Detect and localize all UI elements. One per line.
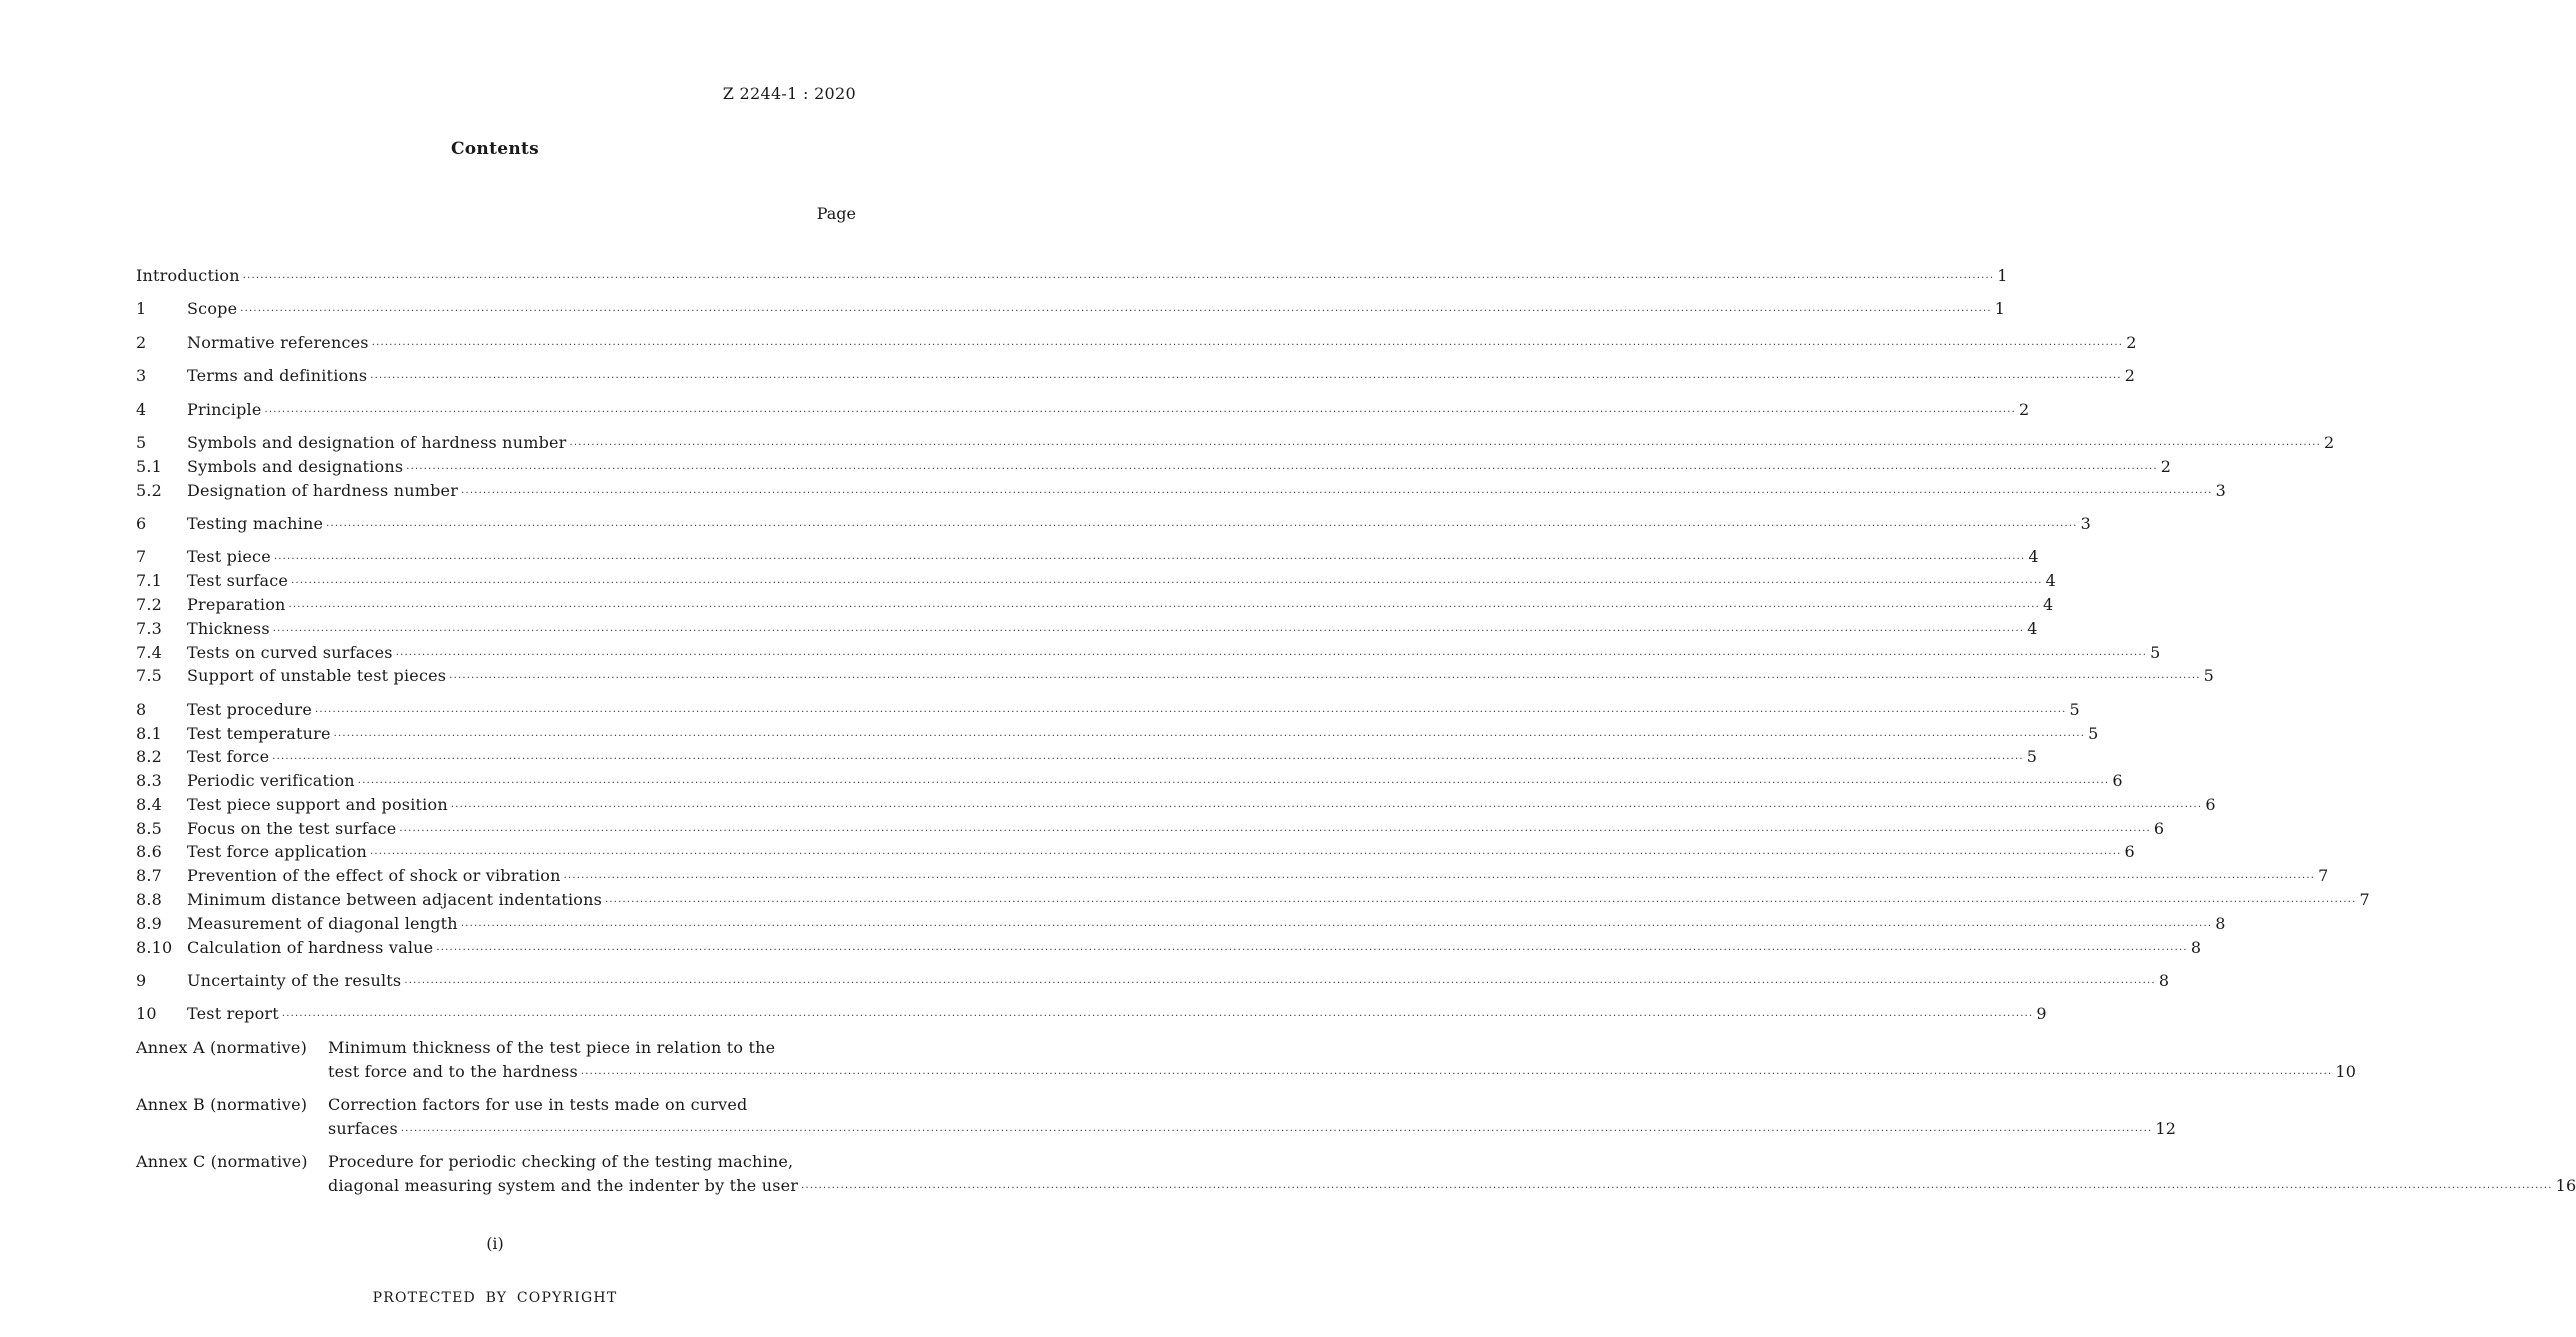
toc-entry-page: 8 xyxy=(2190,937,2202,957)
toc-entry-title: Test report xyxy=(187,1004,279,1024)
toc-entry-page: 1 xyxy=(1997,266,2008,285)
toc-entry-page: 6 xyxy=(2153,818,2165,838)
toc-entry-title: Prevention of the effect of shock or vibration xyxy=(187,866,561,886)
toc-entry xyxy=(136,569,2056,593)
annex-title-line: surfaces xyxy=(328,1118,398,1138)
annex-page: 12 xyxy=(2155,1118,2177,1138)
toc-entry-page: 6 xyxy=(2124,842,2135,862)
dot-leader: ················································································································································································································································································································································································································ xyxy=(326,520,2078,532)
toc-entry-number: 8.3 xyxy=(136,771,163,791)
toc-entry-page: 8 xyxy=(2215,913,2226,933)
toc-entry-page: 5 xyxy=(2088,723,2099,743)
toc-entry xyxy=(136,297,2006,321)
toc-entry-title: Focus on the test surface xyxy=(187,818,397,838)
toc-entry-title: Designation of hardness number xyxy=(187,480,459,500)
annex-title-line: diagonal measuring system and the indenter by the user xyxy=(328,1176,799,1196)
dot-leader: ················································································································································································································································································································································································································ xyxy=(580,1068,2333,1080)
dot-leader: ················································································································································································································································································································································································································ xyxy=(273,554,2026,566)
dot-leader: ················································································································································································································································································································································································································ xyxy=(460,920,2213,932)
toc-annex-entry xyxy=(136,1093,2177,1141)
toc-entry-title: Test temperature xyxy=(187,723,331,743)
toc-entry-page: 5 xyxy=(2026,747,2038,767)
toc-entry-title: Test surface xyxy=(187,571,289,591)
dot-leader: ················································································································································································································································································································································································································ xyxy=(370,849,2122,861)
toc-entry-number: 8.1 xyxy=(136,723,163,743)
dot-leader: ················································································································································································································································································································································································································ xyxy=(281,1011,2034,1023)
toc-entry-number: 8.10 xyxy=(136,937,173,957)
dot-leader: ················································································································································································································································································································································································································ xyxy=(264,406,2017,418)
toc-entry xyxy=(136,793,2216,817)
dot-leader: ················································································································································································································································································································································································································ xyxy=(404,978,2156,990)
dot-leader: ················································································································································································································································································································································································································ xyxy=(406,463,2158,475)
toc-entry xyxy=(136,331,2137,355)
dot-leader: ················································································································································································································································································································································································································ xyxy=(370,373,2122,385)
dot-leader: ················································································································································································································································································································································································································ xyxy=(399,825,2151,837)
dot-leader: ················································································································································································································································································································································································································ xyxy=(450,801,2203,813)
toc-entry xyxy=(136,888,2370,912)
dot-leader: ················································································································································································································································································································································································································ xyxy=(801,1183,2553,1195)
toc-entry-number: 8.9 xyxy=(136,913,163,933)
toc-entry xyxy=(136,264,2008,288)
toc-entry-page: 4 xyxy=(2043,594,2054,614)
toc-entry-title: Support of unstable test pieces xyxy=(187,666,447,686)
annex-label: Annex C (normative) xyxy=(136,1152,308,1172)
toc-entry-title: Calculation of hardness value xyxy=(187,937,434,957)
toc-entry-number: 5.1 xyxy=(136,456,163,476)
dot-leader: ················································································································································································································································································································································································································ xyxy=(563,873,2316,885)
dot-leader: ················································································································································································································································································································································································································ xyxy=(357,778,2110,790)
toc-entry xyxy=(136,431,2335,455)
dot-leader: ················································································································································································································································································································································································································ xyxy=(315,706,2067,718)
toc-entry-title: Test piece support and position xyxy=(187,794,448,814)
toc-entry-number: 10 xyxy=(136,1004,157,1024)
toc-entry-number: 8.2 xyxy=(136,747,163,767)
page-column-label: Page xyxy=(816,204,856,223)
toc-entry-number: 8.7 xyxy=(136,866,163,886)
toc-entry-number: 2 xyxy=(136,332,147,352)
toc-entry xyxy=(136,641,2161,665)
toc-entry-page: 5 xyxy=(2150,642,2161,662)
toc-entry-page: 6 xyxy=(2112,771,2123,791)
toc-entry-page: 7 xyxy=(2318,866,2329,886)
toc-entry-number: 6 xyxy=(136,513,147,533)
annex-title-line: Minimum thickness of the test piece in relation to the xyxy=(328,1037,776,1057)
toc-entry-number: 8.8 xyxy=(136,890,163,910)
toc-entry xyxy=(136,745,2038,769)
dot-leader: ················································································································································································································································································································································································································ xyxy=(449,673,2201,685)
toc-entry xyxy=(136,698,2080,722)
toc-entry-title: Terms and definitions xyxy=(187,366,368,386)
toc-entry-number: 7.1 xyxy=(136,571,163,591)
toc-entry-number: 3 xyxy=(136,366,147,386)
toc-annex-entry xyxy=(136,1150,2576,1198)
annex-title-line: test force and to the hardness xyxy=(328,1061,578,1081)
toc-entry-title: Thickness xyxy=(187,618,270,638)
annex-title-line: Correction factors for use in tests made on curved xyxy=(328,1095,748,1115)
toc-entry xyxy=(136,912,2226,936)
toc-entry-page: 8 xyxy=(2158,971,2170,991)
toc-entry xyxy=(136,769,2123,793)
toc-entry-title: Uncertainty of the results xyxy=(187,971,402,991)
toc-entry-title: Minimum distance between adjacent indentations xyxy=(187,890,603,910)
dot-leader: ················································································································································································································································································································································································································ xyxy=(333,730,2086,742)
toc-entry-page: 3 xyxy=(2080,513,2092,533)
toc-entry-number: 7.3 xyxy=(136,618,163,638)
toc-entry xyxy=(136,455,2172,479)
page-title: Contents xyxy=(450,139,540,159)
toc-entry-page: 2 xyxy=(2124,366,2136,386)
toc-entry-title: Tests on curved surfaces xyxy=(187,642,393,662)
toc-entry-number: 4 xyxy=(136,399,147,419)
toc-entry xyxy=(136,364,2136,388)
toc-entry-page: 2 xyxy=(2126,332,2137,352)
toc-entry-page: 2 xyxy=(2019,399,2030,419)
toc-entry-title: Symbols and designations xyxy=(187,456,404,476)
toc-entry-number: 8 xyxy=(136,699,147,719)
toc-entry-page: 4 xyxy=(2028,547,2039,567)
toc-entry xyxy=(136,722,2099,746)
toc-entry xyxy=(136,398,2030,422)
toc-entry-page: 5 xyxy=(2069,699,2080,719)
toc-entry-title: Preparation xyxy=(187,594,286,614)
toc-entry-page: 9 xyxy=(2036,1004,2047,1024)
dot-leader: ················································································································································································································································································································································································································ xyxy=(242,273,1995,284)
toc-annex-entry xyxy=(136,1036,2357,1084)
toc-entry xyxy=(136,817,2165,841)
toc-entry xyxy=(136,664,2215,688)
toc-entry-title: Scope xyxy=(187,299,238,319)
toc-entry-page: 5 xyxy=(2203,666,2215,686)
dot-leader: ················································································································································································································································································································································································································ xyxy=(371,339,2124,351)
toc-entry xyxy=(136,969,2170,993)
toc-entry-number: 7 xyxy=(136,547,147,567)
toc-entry xyxy=(136,840,2135,864)
toc-entry xyxy=(136,545,2039,569)
dot-leader: ················································································································································································································································································································································································································ xyxy=(436,944,2188,956)
toc-entry-page: 3 xyxy=(2215,480,2226,500)
toc-entry-title: Test procedure xyxy=(187,699,313,719)
toc-entry xyxy=(136,936,2202,960)
annex-label: Annex B (normative) xyxy=(136,1095,308,1115)
toc-entry-page: 7 xyxy=(2359,890,2370,910)
toc-entry xyxy=(136,617,2038,641)
dot-leader: ················································································································································································································································································································································································································ xyxy=(272,754,2024,766)
toc-entry xyxy=(136,864,2329,888)
toc-entry-number: 1 xyxy=(136,299,147,319)
toc-entry-title: Normative references xyxy=(187,332,369,352)
toc-entry-page: 4 xyxy=(2027,618,2038,638)
toc-entry-number: 5 xyxy=(136,432,147,452)
toc-entry-title: Periodic verification xyxy=(187,771,355,791)
toc-entry-page: 1 xyxy=(1994,299,2006,319)
toc-entry-title: Test force application xyxy=(187,842,367,862)
toc-entry-title: Principle xyxy=(187,399,262,419)
dot-leader: ················································································································································································································································································································································································································ xyxy=(272,625,2025,637)
toc-entry xyxy=(136,512,2092,536)
toc-entry xyxy=(136,1002,2047,1026)
annex-page: 16 xyxy=(2555,1176,2576,1196)
toc-entry-number: 8.5 xyxy=(136,818,163,838)
dot-leader: ················································································································································································································································································································································································································ xyxy=(291,578,2043,590)
annex-title-line: Procedure for periodic checking of the testing machine, xyxy=(328,1152,794,1172)
table-of-contents xyxy=(136,264,2576,1198)
dot-leader: ················································································································································································································································································································································································································ xyxy=(605,897,2357,909)
toc-entry-number: 7.4 xyxy=(136,642,163,662)
toc-entry-number: 8.4 xyxy=(136,794,163,814)
annex-page: 10 xyxy=(2335,1061,2357,1081)
toc-entry-title: Symbols and designation of hardness number xyxy=(187,432,567,452)
toc-entry-title: Testing machine xyxy=(187,513,324,533)
dot-leader: ················································································································································································································································································································································································································ xyxy=(240,306,1992,318)
toc-entry xyxy=(136,479,2226,503)
toc-entry-title: Test piece xyxy=(187,547,271,567)
annex-label: Annex A (normative) xyxy=(136,1037,308,1057)
dot-leader: ················································································································································································································································································································································································································ xyxy=(569,439,2322,451)
toc-entry-number: 5.2 xyxy=(136,480,163,500)
page-folio: (i) xyxy=(486,1234,504,1253)
dot-leader: ················································································································································································································································································································································································································ xyxy=(461,487,2213,499)
toc-entry-number: 7.2 xyxy=(136,594,163,614)
toc-entry-number: 8.6 xyxy=(136,842,163,862)
toc-entry-number: 7.5 xyxy=(136,666,163,686)
dot-leader: ················································································································································································································································································································································································································ xyxy=(395,649,2148,661)
toc-entry xyxy=(136,593,2054,617)
toc-entry-number: 9 xyxy=(136,971,147,991)
toc-entry-page: 4 xyxy=(2045,571,2056,591)
toc-entry-title: Measurement of diagonal length xyxy=(187,913,458,933)
toc-entry-page: 2 xyxy=(2160,456,2172,476)
toc-entry-title: Introduction xyxy=(136,266,240,285)
toc-entry-page: 6 xyxy=(2205,794,2216,814)
toc-entry-title: Test force xyxy=(187,747,270,767)
dot-leader: ················································································································································································································································································································································································································ xyxy=(400,1125,2153,1137)
toc-entry-page: 2 xyxy=(2324,432,2335,452)
standard-number: Z 2244-1 : 2020 xyxy=(722,84,856,103)
dot-leader: ················································································································································································································································································································································································································ xyxy=(288,601,2041,613)
copyright-notice: PROTECTED BY COPYRIGHT xyxy=(372,1290,618,1306)
